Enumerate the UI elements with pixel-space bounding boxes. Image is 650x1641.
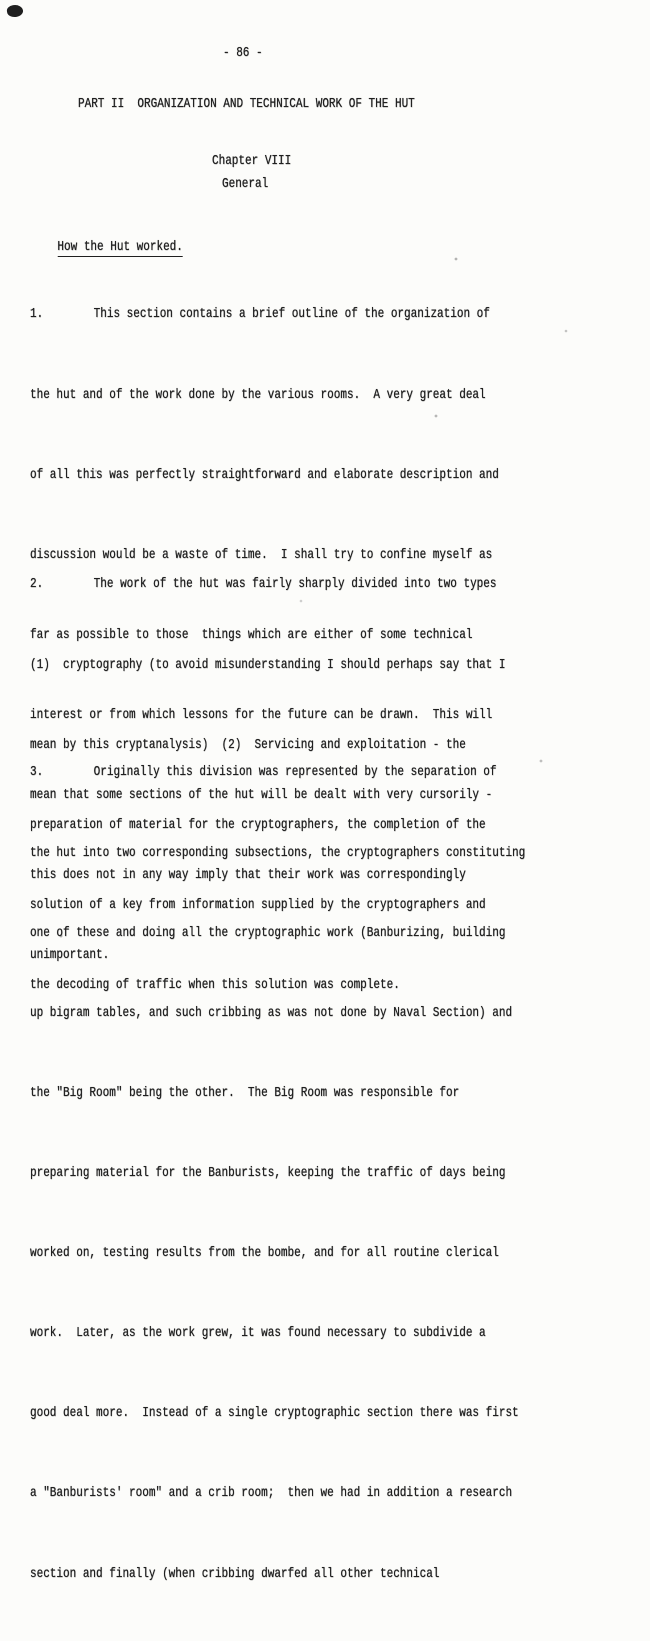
paragraph-line: a "Banburists' room" and a crib room; then we had in addition a research xyxy=(30,1485,513,1502)
paragraph-line: discussion would be a waste of time. I shall try to confine myself as xyxy=(30,546,493,563)
paragraph-line: far as possible to those things which are either of some technical xyxy=(30,626,473,643)
paragraph-line: of all this was perfectly straightforward and elaborate description and xyxy=(30,466,499,483)
paragraph-line: the hut into two corresponding subsections, the cryptographers constituting xyxy=(30,844,526,861)
paragraph-line: preparation of material for the cryptographers, the completion of the xyxy=(30,816,486,833)
page-number: - 86 - xyxy=(223,45,263,61)
paragraph-line: the hut and of the work done by the various rooms. A very great deal xyxy=(30,386,486,403)
paragraph-3 xyxy=(30,706,627,1641)
paragraph-line: preparing material for the Banburists, keeping the traffic of days being xyxy=(30,1164,506,1181)
paragraph-line: one of these and doing all the cryptographic work (Banburizing, building xyxy=(30,924,506,941)
scan-blemish-mark xyxy=(6,4,24,18)
paragraph-line: work. Later, as the work grew, it was found necessary to subdivide a xyxy=(30,1325,486,1342)
paragraph-number: 2. xyxy=(30,576,44,593)
paragraph-line: worked on, testing results from the bombe, and for all routine clerical xyxy=(30,1245,499,1262)
part-heading: PART II ORGANIZATION AND TECHNICAL WORK OF THE HUT xyxy=(78,96,415,112)
paragraph-line: mean that some sections of the hut will be dealt with very cursorily - xyxy=(30,787,493,804)
paragraph-line xyxy=(30,301,627,328)
chapter-subtitle: General xyxy=(222,176,269,192)
chapter-heading: Chapter VIII xyxy=(212,153,292,169)
section-heading-text: How the Hut worked. xyxy=(57,239,183,255)
paragraph-line xyxy=(30,571,627,598)
paragraph-line: solution of a key from information supplied by the cryptographers and xyxy=(30,896,486,913)
paragraph-line: interest or from which lessons for the future can be drawn. This will xyxy=(30,706,493,723)
paragraph-line-text: Originally this division was represented by the separation of xyxy=(93,764,497,781)
paragraph-line: up bigram tables, and such cribbing as was not done by Naval Section) and xyxy=(30,1004,513,1021)
paragraph-line: the "Big Room" being the other. The Big Room was responsible for xyxy=(30,1084,460,1101)
scan-noise-specks xyxy=(0,0,2,2)
paragraph-line-text: The work of the hut was fairly sharply divided into two types xyxy=(93,576,497,593)
paragraph-line: (1) cryptography (to avoid misunderstanding I should perhaps say that I xyxy=(30,656,506,673)
paragraph-line: unimportant. xyxy=(30,947,110,964)
paragraph-line: this does not in any way imply that their work was correspondingly xyxy=(30,867,466,884)
paragraph-line: mean by this cryptanalysis) (2) Servicing and exploitation - the xyxy=(30,736,466,753)
paragraph-line xyxy=(30,759,627,786)
paragraph-number: 3. xyxy=(30,764,44,781)
paragraph-line: section and finally (when cribbing dwarfed all other technical xyxy=(30,1565,440,1582)
paragraph-line: good deal more. Instead of a single cryptographic section there was first xyxy=(30,1405,519,1422)
paragraph-line-text: This section contains a brief outline of the organization of xyxy=(93,306,490,323)
paragraph-line: the decoding of traffic when this solution was complete. xyxy=(30,976,400,993)
paragraph-number: 1. xyxy=(30,306,44,323)
